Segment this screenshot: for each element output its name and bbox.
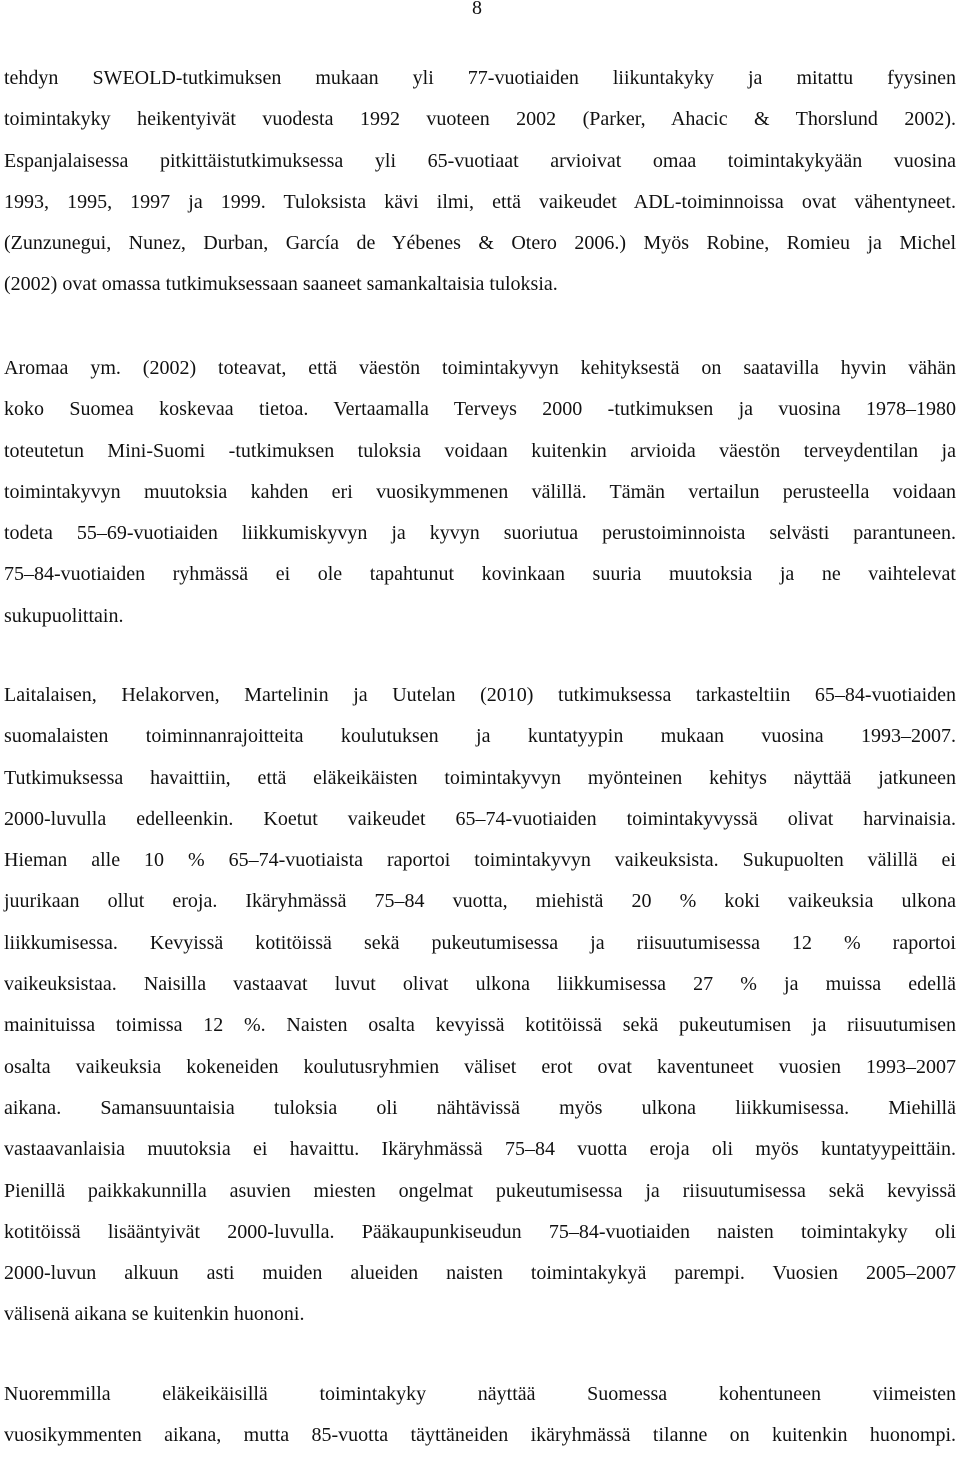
text-line: vastaavanlaisia muutoksia ei havaittu. Ikäryhmässä 75–84 vuotta eroja oli myös kuntatyypeittäin.	[4, 1138, 956, 1161]
text-line: aikana. Samansuuntaisia tuloksia oli nähtävissä myös ulkona liikkumisessa. Miehillä	[4, 1096, 956, 1119]
text-line: Tutkimuksessa havaittiin, että eläkeikäisten toimintakyvyn myönteinen kehitys näyttää jatkuneen	[4, 766, 956, 789]
text-line: välisenä aikana se kuitenkin huononi.	[4, 1303, 305, 1326]
text-line: 75–84-vuotiaiden ryhmässä ei ole tapahtunut kovinkaan suuria muutoksia ja ne vaihtelevat	[4, 563, 956, 586]
text-line: Laitalaisen, Helakorven, Martelinin ja Uutelan (2010) tutkimuksessa tarkasteltiin 65–84-vuotiaiden	[4, 684, 956, 706]
text-line: vaikeuksistaa. Naisilla vastaavat luvut olivat ulkona liikkumisessa 27 % ja muissa edellä	[4, 973, 956, 996]
text-line: juurikaan ollut eroja. Ikäryhmässä 75–84 vuotta, miehistä 20 % koki vaikeuksia ulkona	[4, 890, 956, 913]
text-line: sukupuolittain.	[4, 604, 124, 627]
text-line: (2002) ovat omassa tutkimuksessaan saaneet samankaltaisia tuloksia.	[4, 273, 558, 296]
text-line: koko Suomea koskevaa tietoa. Vertaamalla Terveys 2000 -tutkimuksen ja vuosina 1978–1980	[4, 398, 956, 421]
text-line: mainituissa toimissa 12 %. Naisten osalta kevyissä kotitöissä sekä pukeutumisen ja riisuutumisen	[4, 1014, 956, 1037]
paragraph-3	[4, 681, 956, 1342]
text-line: tehdyn SWEOLD-tutkimuksen mukaan yli 77-vuotiaiden liikuntakyky ja mitattu fyysinen	[4, 67, 956, 89]
text-line: (Zunzunegui, Nunez, Durban, García de Yébenes & Otero 2006.) Myös Robine, Romieu ja Michel	[4, 232, 956, 255]
text-line: toimintakyvyn muutoksia kahden eri vuosikymmenen välillä. Tämän vertailun perusteella voidaan	[4, 480, 956, 503]
text-line: toteutetun Mini-Suomi -tutkimuksen tuloksia voidaan kuitenkin arvioida väestön terveydentilan ja	[4, 439, 956, 462]
text-line: toimintakyky heikentyivät vuodesta 1992 vuoteen 2002 (Parker, Ahacic & Thorslund 2002).	[4, 108, 956, 131]
page-number: 8	[472, 0, 482, 19]
text-line: 2000-luvun alkuun asti muiden alueiden naisten toimintakykyä parempi. Vuosien 2005–2007	[4, 1262, 956, 1285]
text-line: liikkumisessa. Kevyissä kotitöissä sekä pukeutumisessa ja riisuutumisessa 12 % raportoi	[4, 931, 956, 954]
text-line: 2000-luvulla edelleenkin. Koetut vaikeudet 65–74-vuotiaiden toimintakyvyssä olivat harvinaisia.	[4, 807, 956, 830]
text-line: vuosikymmenten aikana, mutta 85-vuotta täyttäneiden ikäryhmässä tilanne on kuitenkin huonompi.	[4, 1424, 956, 1447]
paragraph-2	[4, 354, 956, 643]
text-line: todeta 55–69-vuotiaiden liikkumiskyvyn ja kyvyn suoriutua perustoiminnoista selvästi parantuneen.	[4, 522, 956, 545]
text-line: kotitöissä lisääntyivät 2000-luvulla. Pääkaupunkiseudun 75–84-vuotiaiden naisten toimintakyky oli	[4, 1220, 956, 1243]
text-line: osalta vaikeuksia kokeneiden koulutusryhmien väliset erot ovat kaventuneet vuosien 1993–2007	[4, 1055, 956, 1078]
text-line: Hieman alle 10 % 65–74-vuotiaista raportoi toimintakyvyn vaikeuksista. Sukupuolten välillä ei	[4, 849, 956, 872]
text-line: 1993, 1995, 1997 ja 1999. Tuloksista kävi ilmi, että vaikeudet ADL-toiminnoissa ovat vähentyneet.	[4, 190, 956, 213]
paragraph-1	[4, 64, 956, 312]
text-line: Pienillä paikkakunnilla asuvien miesten ongelmat pukeutumisessa ja riisuutumisessa sekä kevyissä	[4, 1179, 956, 1202]
text-line: Nuoremmilla eläkeikäisillä toimintakyky näyttää Suomessa kohentuneen viimeisten	[4, 1383, 956, 1405]
text-line: Espanjalaisessa pitkittäistutkimuksessa yli 65-vuotiaat arvioivat omaa toimintakykyään vuosina	[4, 149, 956, 172]
text-line: suomalaisten toiminnanrajoitteita koulutuksen ja kuntatyypin mukaan vuosina 1993–2007.	[4, 725, 956, 748]
text-line: Aromaa ym. (2002) toteavat, että väestön toimintakyvyn kehityksestä on saatavilla hyvin vähän	[4, 357, 956, 379]
paragraph-4	[4, 1380, 956, 1463]
